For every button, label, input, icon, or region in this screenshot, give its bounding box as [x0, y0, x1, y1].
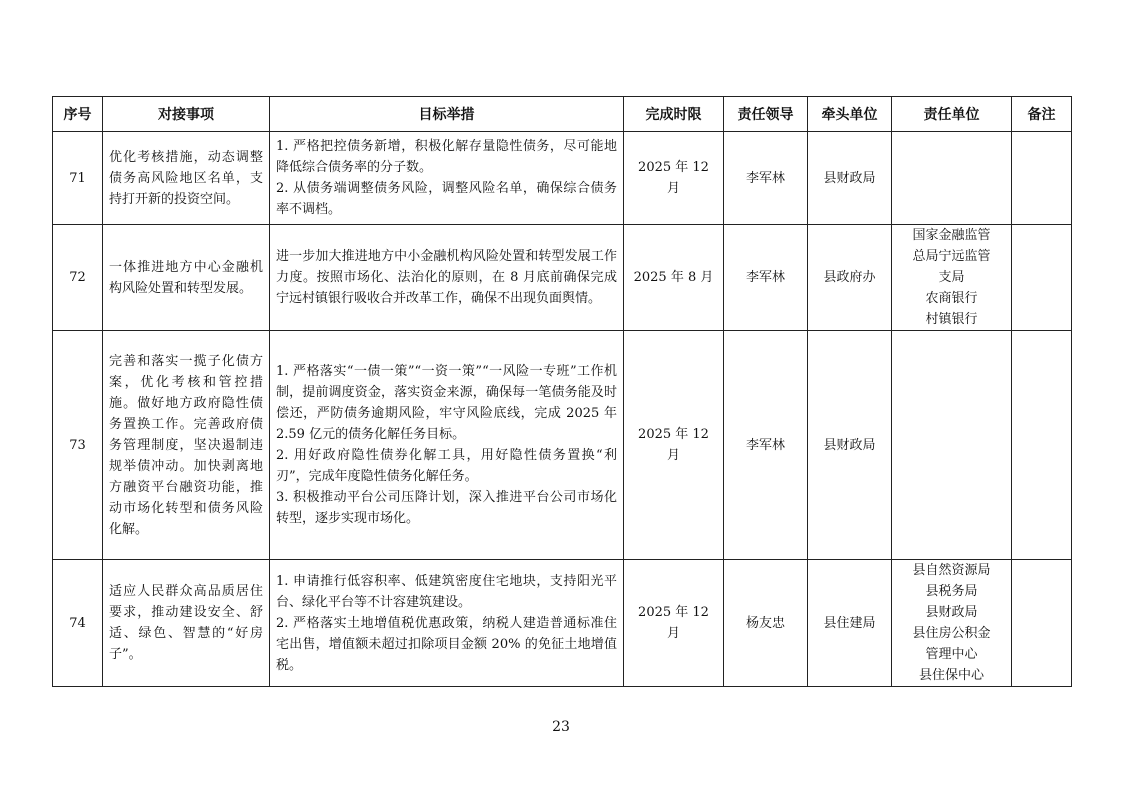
unit-line: 县住保中心: [918, 668, 984, 683]
task-table: [52, 96, 1072, 687]
unit-line: 县财政局: [925, 605, 978, 620]
row-lead-unit: 县财政局: [808, 331, 892, 560]
row-remark: [1012, 331, 1072, 560]
table-header-row: [53, 97, 1072, 132]
row-leader: 李军林: [724, 132, 808, 225]
unit-line: 总局宁远监管: [912, 249, 991, 264]
row-leader: 李军林: [724, 225, 808, 331]
table-row: [53, 331, 1072, 560]
table-row: [53, 132, 1072, 225]
header-remark: 备注: [1012, 97, 1072, 132]
row-deadline: 2025 年 12 月: [624, 132, 724, 225]
measure-line: 1. 申请推行低容积率、低建筑密度住宅地块，支持阳光平台、绿化平台等不计容建筑建设。: [276, 573, 617, 610]
row-item: 一体推进地方中心金融机构风险处置和转型发展。: [103, 225, 270, 331]
table-row: [53, 225, 1072, 331]
header-deadline: 完成时限: [624, 97, 724, 132]
unit-line: 县自然资源局: [912, 563, 991, 578]
unit-line: 管理中心: [925, 647, 978, 662]
row-units: [892, 132, 1012, 225]
row-remark: [1012, 132, 1072, 225]
page-number: 23: [552, 719, 570, 735]
row-lead-unit: 县财政局: [808, 132, 892, 225]
row-no: 72: [53, 225, 103, 331]
measure-line: 2. 严格落实土地增值税优惠政策，纳税人建造普通标准住宅出售，增值额未超过扣除项目金额 20% 的免征土地增值税。: [276, 615, 617, 673]
row-lead-unit: 县政府办: [808, 225, 892, 331]
unit-line: 村镇银行: [925, 312, 978, 327]
row-measures: [270, 560, 624, 687]
header-measures: 目标举措: [270, 97, 624, 132]
row-item: 优化考核措施，动态调整债务高风险地区名单，支持打开新的投资空间。: [103, 132, 270, 225]
measure-line: 进一步加大推进地方中小金融机构风险处置和转型发展工作力度。按照市场化、法治化的原则，在 8 月底前确保完成宁远村镇银行吸收合并改革工作，确保不出现负面舆情。: [276, 249, 617, 306]
header-leader: 责任领导: [724, 97, 808, 132]
measure-line: 1. 严格把控债务新增，积极化解存量隐性债务，尽可能地降低综合债务率的分子数。: [276, 139, 617, 175]
measure-line: 2. 用好政府隐性债券化解工具，用好隐性债务置换“利刃”，完成年度隐性债务化解任务。: [276, 448, 617, 484]
row-deadline: 2025 年 12 月: [624, 560, 724, 687]
row-no: 73: [53, 331, 103, 560]
header-no: 序号: [53, 97, 103, 132]
row-remark: [1012, 560, 1072, 687]
table-row: [53, 560, 1072, 687]
measure-line: 2. 从债务端调整债务风险，调整风险名单，确保综合债务率不调档。: [276, 181, 617, 217]
row-measures: [270, 132, 624, 225]
measure-line: 3. 积极推动平台公司压降计划，深入推进平台公司市场化转型，逐步实现市场化。: [276, 490, 617, 526]
measure-line: 1. 严格落实“一债一策”“一资一策”“一风险一专班”工作机制，提前调度资金，落实资金来源，确保每一笔债务能及时偿还，严防债务逾期风险，牢守风险底线，完成 2025 年 2.59 亿元的债务化解任务目标。: [276, 364, 617, 442]
unit-line: 支局: [938, 270, 965, 285]
header-lead-unit: 牵头单位: [808, 97, 892, 132]
row-remark: [1012, 225, 1072, 331]
unit-line: 县住房公积金: [912, 626, 991, 641]
unit-line: 县税务局: [925, 584, 978, 599]
row-units: [892, 225, 1012, 331]
header-item: 对接事项: [103, 97, 270, 132]
row-deadline: 2025 年 12 月: [624, 331, 724, 560]
header-units: 责任单位: [892, 97, 1012, 132]
unit-line: 国家金融监管: [912, 228, 991, 243]
row-measures: [270, 225, 624, 331]
row-item: 完善和落实一揽子化债方案，优化考核和管控措施。做好地方政府隐性债务置换工作。完善政府债务管理制度，坚决遏制违规举债冲动。加快剥离地方融资平台融资功能，推动市场化转型和债务风险化解。: [103, 331, 270, 560]
row-lead-unit: 县住建局: [808, 560, 892, 687]
row-units: [892, 331, 1012, 560]
row-no: 74: [53, 560, 103, 687]
row-units: [892, 560, 1012, 687]
row-item: 适应人民群众高品质居住要求，推动建设安全、舒适、绿色、智慧的“好房子”。: [103, 560, 270, 687]
unit-line: 农商银行: [925, 291, 978, 306]
row-measures: [270, 331, 624, 560]
row-no: 71: [53, 132, 103, 225]
row-leader: 李军林: [724, 331, 808, 560]
row-deadline: 2025 年 8 月: [624, 225, 724, 331]
row-leader: 杨友忠: [724, 560, 808, 687]
